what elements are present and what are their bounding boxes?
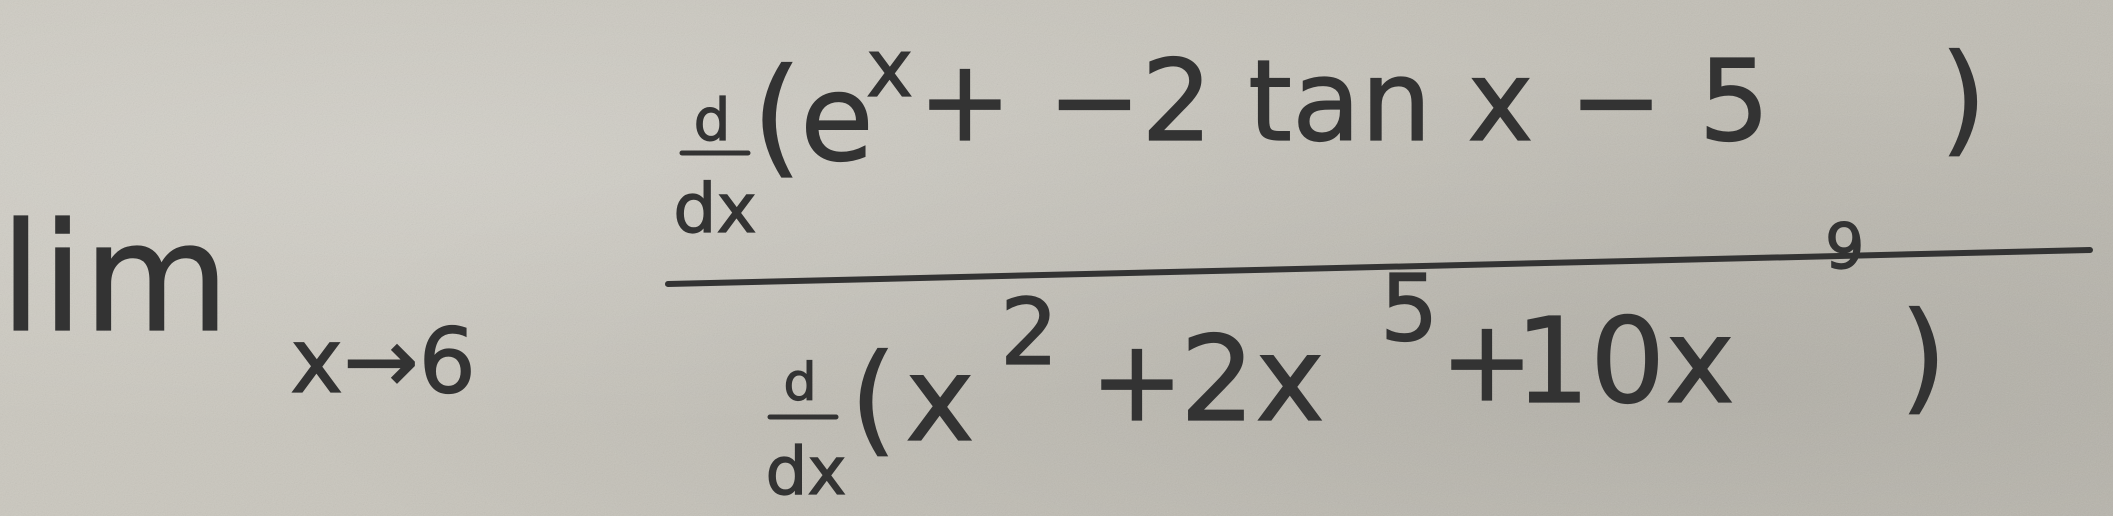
denominator-term1-base: x (905, 330, 975, 468)
limit-subscript: x→6 (290, 309, 476, 414)
lim-label: lim (0, 192, 230, 366)
denominator-open-paren: ( (850, 330, 897, 469)
numerator-base: e (800, 50, 874, 189)
denominator-term3-exponent: 9 (1825, 210, 1865, 283)
denominator-term1-exponent: 2 (1000, 279, 1059, 386)
fraction-bar (668, 250, 2090, 284)
numerator-terms: + −2 tan x − 5 (918, 37, 1770, 167)
numerator-exponent: x (866, 22, 914, 115)
denominator-term2-exponent: 5 (1380, 255, 1439, 362)
denominator-term3-base: 10x (1515, 292, 1735, 430)
numerator-dx: dx (673, 170, 757, 249)
denominator-close-paren: ) (1900, 288, 1947, 427)
denominator-plus-2: + (1440, 297, 1534, 427)
denominator-plus-1: + (1090, 317, 1184, 447)
numerator-open-paren: ( (752, 42, 802, 191)
numerator-close-paren: ) (1940, 30, 1987, 169)
denominator-term2-base: 2x (1180, 310, 1325, 448)
denominator-dx: dx (765, 433, 847, 510)
numerator-d: d (693, 86, 731, 154)
denominator-d: d (783, 353, 817, 413)
